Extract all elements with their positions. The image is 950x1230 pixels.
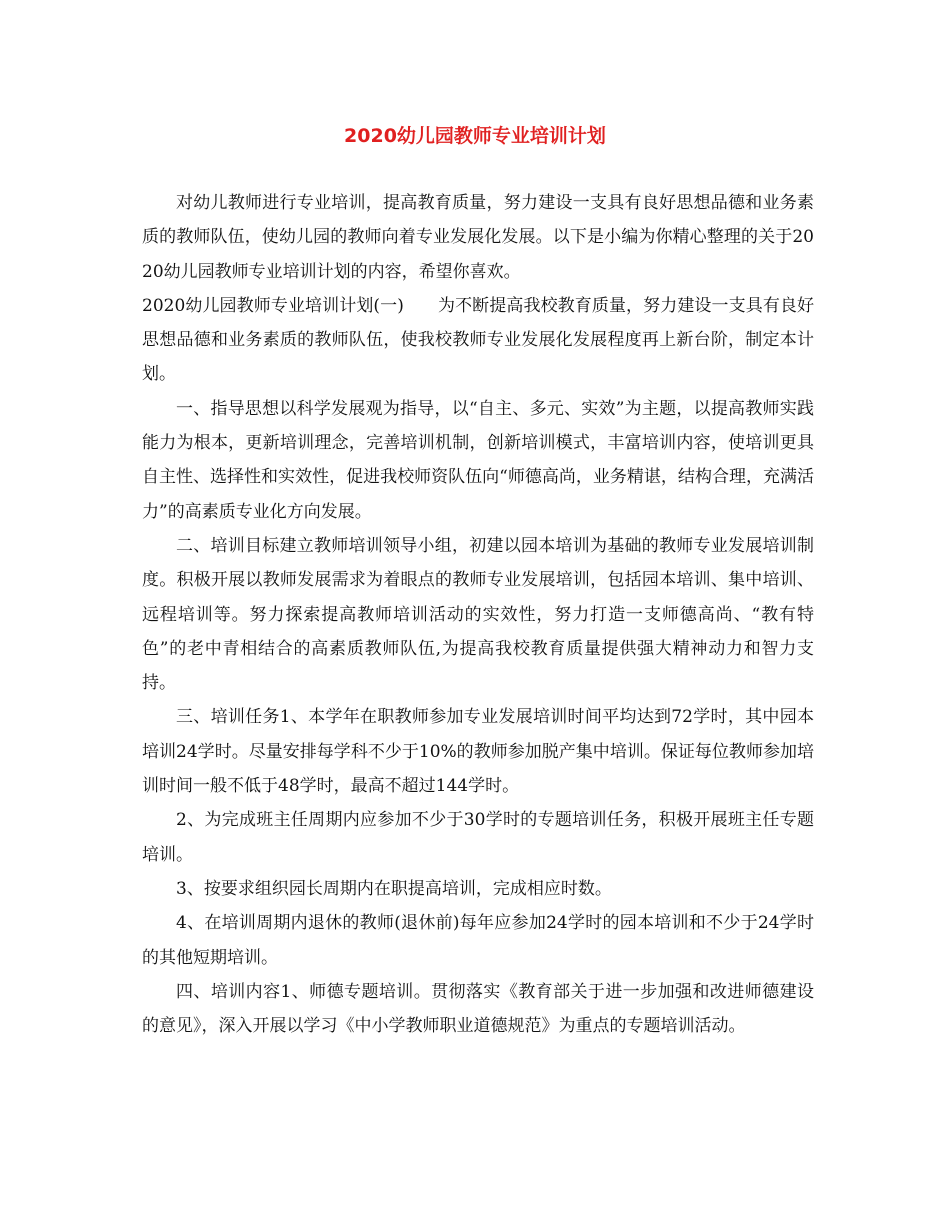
section-lead: 为不断提高我校教育质量，努力建设一支具有良好思想品德和业务素质的教师队伍，使我校教师专业发展化发展程度再上新台阶，制定本计划。	[142, 295, 815, 385]
document-title: 2020幼儿园教师专业培训计划	[344, 125, 606, 147]
paragraph-training-content: 四、培训内容1、师德专题培训。贯彻落实《教育部关于进一步加强和改进师德建设的意见》，深入开展以学习《中小学教师职业道德规范》为重点的专题培训活动。	[142, 981, 814, 1037]
paragraph-task-3: 3、按要求组织园长周期内在职提高培训，完成相应时数。	[176, 878, 612, 899]
section-heading-paragraph	[142, 289, 814, 392]
section-heading: 2020幼儿园教师专业培训计划(一)	[142, 295, 404, 316]
intro-paragraph: 对幼儿教师进行专业培训，提高教育质量，努力建设一支具有良好思想品德和业务素质的教师队伍，使幼儿园的教师向着专业发展化发展。以下是小编为你精心整理的关于2020幼儿园教师专业培训计划的内容，希望你喜欢。	[142, 193, 814, 282]
document-body	[142, 186, 814, 1043]
paragraph-training-goals: 二、培训目标建立教师培训领导小组，初建以园本培训为基础的教师专业发展培训制度。积极开展以教师发展需求为着眼点的教师专业发展培训，包括园本培训、集中培训、远程培训等。努力探索提高教师培训活动的实效性，努力打造一支师德高尚、“教有特色”的老中青相结合的高素质教师队伍,为提高我校教育质量提供强大精神动力和智力支持。	[142, 535, 814, 694]
paragraph-task-2: 2、为完成班主任周期内应参加不少于30学时的专题培训任务，积极开展班主任专题培训。	[142, 810, 814, 865]
paragraph-training-tasks: 三、培训任务1、本学年在职教师参加专业发展培训时间平均达到72学时，其中园本培训24学时。尽量安排每学科不少于10%的教师参加脱产集中培训。保证每位教师参加培训时间一般不低于48学时，最高不超过144学时。	[142, 707, 814, 797]
paragraph-guiding-thought: 一、指导思想以科学发展观为指导，以“自主、多元、实效”为主题，以提高教师实践能力为根本，更新培训理念，完善培训机制，创新培训模式，丰富培训内容，使培训更具自主性、选择性和实效性，促进我校师资队伍向“师德高尚，业务精谌，结构合理，充满活力”的高素质专业化方向发展。	[142, 398, 814, 522]
paragraph-task-4: 4、在培训周期内退休的教师(退休前)每年应参加24学时的园本培训和不少于24学时的其他短期培训。	[142, 913, 814, 968]
